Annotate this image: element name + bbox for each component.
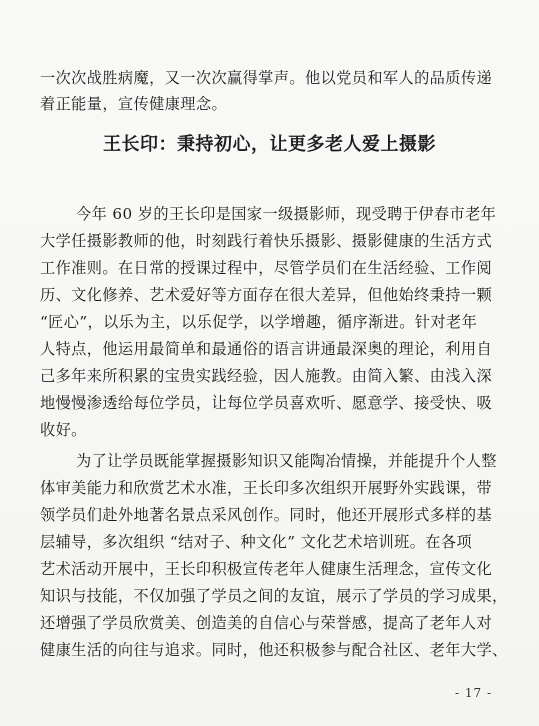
paragraph1-line: “匠心”，以乐为主，以乐促学，以学增趣，循序渐进。针对老年 bbox=[40, 313, 478, 331]
section-title: 王长印：秉持初心，让更多老人爱上摄影 bbox=[103, 134, 436, 155]
intro-line: 着正能量，宣传健康理念。 bbox=[40, 95, 228, 113]
paragraph1-line: 人特点，他运用最简单和最通俗的语言讲通最深奥的理论，利用自 bbox=[40, 340, 493, 358]
paragraph2-line: 领学员们赴外地著名景点采风创作。同时，他还开展形式多样的基 bbox=[40, 506, 493, 524]
paragraph2-line: 还增强了学员欣赏美、创造美的自信心与荣誉感，提高了老年人对 bbox=[40, 614, 493, 632]
paragraph2-line: 知识与技能，不仅加强了学员之间的友谊，展示了学员的学习成果， bbox=[40, 587, 508, 605]
paragraph2-line: 体审美能力和欣赏艺术水准，王长印多次组织开展野外实践课，带 bbox=[40, 479, 493, 497]
paragraph1-line: 己多年来所积累的宝贵实践经验，因人施教。由简入繁、由浅入深 bbox=[40, 367, 493, 385]
intro-line: 一次次战胜病魔，又一次次赢得掌声。他以党员和军人的品质传递 bbox=[40, 69, 493, 87]
paragraph1-line: 工作准则。在日常的授课过程中，尽管学员们在生活经验、工作阅 bbox=[40, 259, 493, 277]
paragraph1-line: 大学任摄影教师的他，时刻践行着快乐摄影、摄影健康的生活方式 bbox=[40, 232, 493, 250]
page-number: - 17 - bbox=[455, 686, 493, 700]
paragraph2-line: 为了让学员既能掌握摄影知识又能陶冶情操，并能提升个人整 bbox=[76, 452, 497, 470]
paragraph2-line: 艺术活动开展中，王长印积极宣传老年人健康生活理念，宣传文化 bbox=[40, 560, 493, 578]
paragraph1-line: 地慢慢渗透给每位学员，让每位学员喜欢听、愿意学、接受快、吸 bbox=[40, 394, 493, 412]
paragraph2-line: 健康生活的向往与追求。同时，他还积极参与配合社区、老年大学、 bbox=[40, 641, 508, 659]
paragraph2-line: 层辅导，多次组织 “结对子、种文化” 文化艺术培训班。在各项 bbox=[40, 533, 473, 551]
paragraph1-line: 收好。 bbox=[40, 421, 87, 439]
paragraph1-line: 今年 60 岁的王长印是国家一级摄影师，现受聘于伊春市老年 bbox=[76, 205, 497, 223]
paragraph1-line: 历、文化修养、艺术爱好等方面存在很大差异，但他始终秉持一颗 bbox=[40, 286, 493, 304]
